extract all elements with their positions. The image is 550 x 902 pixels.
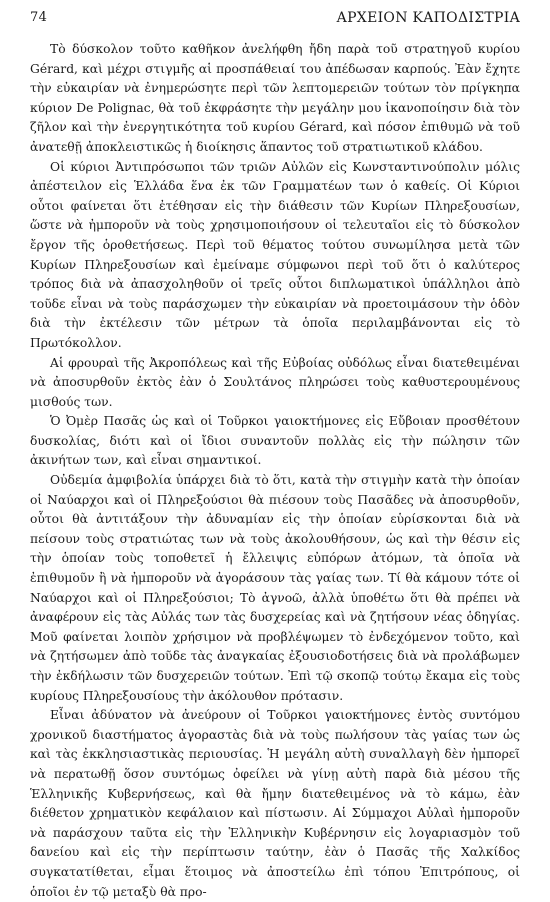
page-header xyxy=(30,6,520,32)
paragraph-3: Αἱ φρουραὶ τῆς Ἀκροπόλεως καὶ τῆς Εὐβοίας οὐδόλως εἶναι διατεθειμέναι νὰ ἀποσυρθοῦν ἐκτὸς ἐὰν ὁ Σουλτάνος πληρώσει τοὺς καθυστερουμένους μισθούς των. xyxy=(30,355,520,409)
paragraph-1: Τὸ δύσκολον τοῦτο καθῆκον ἀνελήφθη ἤδη παρὰ τοῦ στρατηγοῦ κυρίου Gérard, καὶ μέχρι στιγμῆς αἱ προσπάθειαί του ἀπέδωσαν καρπούς. Ἐὰν ἔχητε τὴν εὐκαιρίαν νὰ ἐνημερώσητε περὶ τῶν λεπτομερειῶν τούτων τὸν πρίγκηπα κύριον De Polignac, θὰ τοῦ ἐκφράσητε τὴν μεγάλην μου ἱκανοποίησιν διὰ τὸν ζῆλον καὶ τὴν ἐνεργητικότητα τοῦ κυρίου Gérard, καὶ πόσον ἐπιθυμῶ νὰ τοῦ ἀνατεθῇ ἀποκλειστικῶς ἡ διοίκησις ἅπαντος τοῦ στρατιωτικοῦ κλάδου. xyxy=(30,42,520,154)
running-title: ΑΡΧΕΙΟΝ ΚΑΠΟΔΙΣΤΡΙΑ xyxy=(336,10,520,26)
paragraph-6: Εἶναι ἀδύνατον νὰ ἀνεύρουν οἱ Τοῦρκοι γαιοκτήμονες ἐντὸς συντόμου χρονικοῦ διαστήματος ἀγοραστὰς διὰ νὰ τοὺς πωλήσουν τὰς γαίας των ὡς καὶ τὰς ἐκκλησιαστικὰς περιουσίας. Ἡ μεγάλη αὐτὴ συναλλαγὴ δὲν ἠμπορεῖ νὰ περατωθῇ ὅσον συντόμως ὀφείλει νὰ γίνῃ αὐτὴ παρὰ διὰ μέσου τῆς Ἑλληνικῆς Κυβερνήσεως, καὶ θὰ ἤμην διατεθειμένος νὰ τὸ κάμω, ἐὰν διέθετον χρηματικὸν κεφάλαιον καὶ πίστωσιν. Αἱ Σύμμαχοι Αὐλαὶ ἠμποροῦν νὰ παράσχουν ταῦτα εἰς τὴν Ἑλληνικὴν Κυβέρνησιν εἰς λογαριασμὸν τοῦ δανείου καὶ εἰς τὴν περίπτωσιν ταύτην, ἐὰν ὁ Πασᾶς τῆς Χαλκίδος συγκατατίθεται, εἶμαι ἕτοιμος νὰ ἀποστείλω ἐπὶ τόπου Ἐπιτρόπους, οἱ ὁποῖοι ἐν τῷ μεταξὺ θὰ προ- xyxy=(30,708,520,899)
paragraph-4: Ὁ Ὀμὲρ Πασᾶς ὡς καὶ οἱ Τοῦρκοι γαιοκτήμονες εἰς Εὔβοιαν προσθέτουν δυσκολίας, διότι καὶ οἱ ἴδιοι συναντοῦν πολλὰς εἰς τὴν πώλησιν τῶν ἀκινήτων των, καὶ εἶναι σημαντικοί. xyxy=(30,414,520,468)
paragraph-2: Οἱ κύριοι Ἀντιπρόσωποι τῶν τριῶν Αὐλῶν εἰς Κωνσταντινούπολιν μόλις ἀπέστειλον εἰς Ἑλλάδα ἕνα ἐκ τῶν Γραμματέων των ὁ καθείς. Οἱ Κύριοι οὗτοι φαίνεται ὅτι ἐτέθησαν εἰς τὴν διάθεσιν τῶν Κυρίων Πληρεξουσίων, ὥστε νὰ ἠμποροῦν νὰ τοὺς χρησιμοποιήσουν οἱ τελευταῖοι εἰς τὸ δύσκολον ἔργον τῆς ὁροθετήσεως. Περὶ τοῦ θέματος τούτου συνωμίλησα μετὰ τῶν Κυρίων Πληρεξουσίων καὶ ἐμείναμε σύμφωνοι περὶ τοῦ ὅτι ὁ καλύτερος τρόπος διὰ νὰ ἀπασχοληθοῦν οἱ τρεῖς οὗτοι διπλωματικοὶ ὑπάλληλοι ἀπὸ τοῦδε εἶναι νὰ τοὺς παράσχωμεν τὴν εὐκαιρίαν νὰ προετοιμάσουν τὴν ὁδὸν διὰ τὴν ἐκτέλεσιν τῶν μέτρων τὰ ὁποῖα περιλαμβάνονται εἰς τὸ Πρωτόκολλον. xyxy=(30,159,520,350)
document-body xyxy=(30,40,520,902)
paragraph-5: Οὐδεμία ἀμφιβολία ὑπάρχει διὰ τὸ ὅτι, κατὰ τὴν στιγμὴν κατὰ τὴν ὁποίαν οἱ Ναύαρχοι καὶ οἱ Πληρεξούσιοι θὰ πιέσουν τοὺς Πασᾶδες νὰ ἀποσυρθοῦν, οὗτοι θὰ ἀντιτάξουν τὴν ἀδυναμίαν εἰς τὴν ὁποίαν εὑρίσκονται διὰ νὰ πείσουν τοὺς στρατιώτας των νὰ τοὺς ἀκολουθήσουν, ὡς καὶ τὴν θέσιν εἰς τὴν ὁποίαν τοὺς τοποθετεῖ ἡ ἔλλειψις εὐπόρων ἀτόμων, τὰ ὁποῖα νὰ ἐπιθυμοῦν ἢ νὰ ἠμποροῦν νὰ ἀγοράσουν τὰς γαίας των. Τί θὰ κάμουν τότε οἱ Ναύαρχοι καὶ οἱ Πληρεξούσιοι; Τὸ ἀγνοῶ, ἀλλὰ ὑποθέτω ὅτι θὰ πρέπει νὰ ἀναφέρουν εἰς τὰς Αὐλάς των τὰς δυσχερείας καὶ νὰ ζητήσουν νέας ὁδηγίας. Μοῦ φαίνεται λοιπὸν χρήσιμον νὰ προβλέψωμεν τὸ ἐνδεχόμενον τοῦτο, καὶ νὰ ζητήσωμεν ἀπὸ τοῦδε τὰς ἀναγκαίας ἐξουσιοδοτήσεις διὰ νὰ προλάβωμεν τὴν ἐκδήλωσιν τῶν δυσχερειῶν τούτων. Ἐπὶ τῷ σκοπῷ τούτῳ ἔκαμα εἰς τοὺς κυρίους Πληρεξουσίους τὴν ἀκόλουθον πρότασιν. xyxy=(30,473,520,703)
document-page xyxy=(30,6,520,902)
page-number: 74 xyxy=(30,10,48,25)
